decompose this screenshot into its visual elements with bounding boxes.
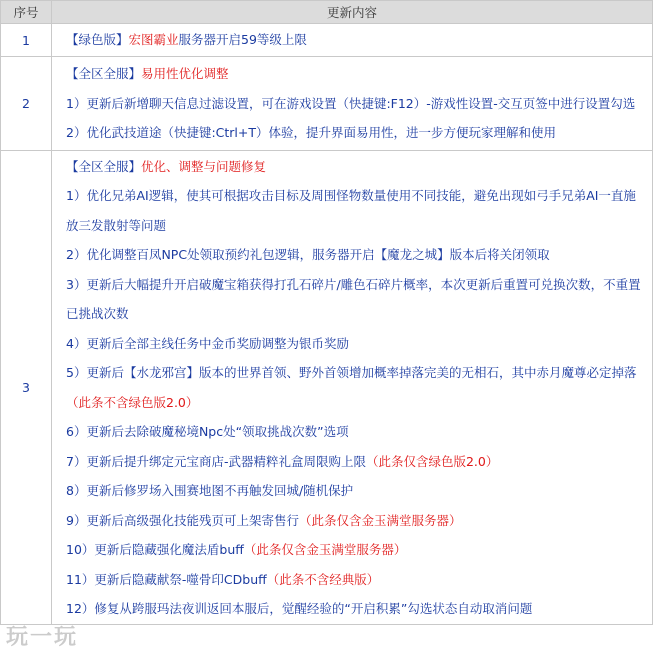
row-number: 1 bbox=[1, 24, 52, 56]
row-content bbox=[52, 57, 653, 150]
update-line: 2）优化武技道途（快捷键:Ctrl+T）体验，提升界面易用性，进一步方便玩家理解和使用 bbox=[66, 125, 557, 140]
update-line: 7）更新后提升绑定元宝商店-武器精粹礼盒周限购上限（此条仅含绿色版2.0） bbox=[66, 453, 499, 469]
update-line: 3）更新后大幅提升开启破魔宝箱获得打孔石碎片/雕色石碎片概率，本次更新后重置可兑换次数，不重置已挑战次数 bbox=[66, 276, 641, 321]
update-line: 9）更新后高级强化技能残页可上架寄售行（此条仅含金玉满堂服务器） bbox=[66, 512, 462, 528]
header-content: 更新内容 bbox=[52, 1, 653, 23]
table-row bbox=[1, 24, 653, 57]
update-line: 11）更新后隐藏献祭-噬骨印CDbuff（此条不含经典版） bbox=[66, 571, 380, 587]
row-number: 2 bbox=[1, 57, 52, 150]
update-line: 【全区全服】易用性优化调整 bbox=[66, 66, 229, 81]
update-line: 【绿色版】宏图霸业服务器开启59等级上限 bbox=[66, 32, 307, 48]
update-line: 1）优化兄弟AI逻辑，使其可根据攻击目标及周围怪物数量使用不同技能，避免出现如弓手兄弟AI一直施放三发散射等问题 bbox=[66, 188, 636, 233]
update-line: 1）更新后新增聊天信息过滤设置，可在游戏设置（快捷键:F12）-游戏性设置-交互页签中进行设置勾选 bbox=[66, 95, 636, 111]
site-watermark: 玩一玩 bbox=[6, 625, 79, 650]
update-line: 8）更新后修罗场入围赛地图不再触发回城/随机保护 bbox=[66, 483, 354, 498]
update-line: 4）更新后全部主线任务中金币奖励调整为银币奖励 bbox=[66, 335, 349, 351]
table-row bbox=[1, 57, 653, 151]
update-line: 2）优化调整百凤NPC处领取预约礼包逻辑，服务器开启【魔龙之城】版本后将关闭领取 bbox=[66, 247, 550, 262]
row-number: 3 bbox=[1, 151, 52, 624]
update-line: 6）更新后去除破魔秘境Npc处“领取挑战次数”选项 bbox=[66, 424, 349, 439]
table-row bbox=[1, 151, 653, 625]
header-num: 序号 bbox=[1, 1, 52, 23]
table-header bbox=[1, 1, 653, 24]
row-content bbox=[52, 24, 653, 56]
row-content bbox=[52, 151, 653, 624]
update-line: 5）更新后【水龙邪宫】版本的世界首领、野外首领增加概率掉落完美的无相石，其中赤月魔尊必定掉落（此条不含绿色版2.0） bbox=[66, 365, 637, 410]
update-line: 12）修复从跨服玛法夜训返回本服后，觉醒经验的“开启积累”勾选状态自动取消问题 bbox=[66, 601, 533, 616]
update-line: 10）更新后隐藏强化魔法盾buff（此条仅含金玉满堂服务器） bbox=[66, 542, 407, 557]
update-line: 【全区全服】优化、调整与问题修复 bbox=[66, 158, 267, 174]
